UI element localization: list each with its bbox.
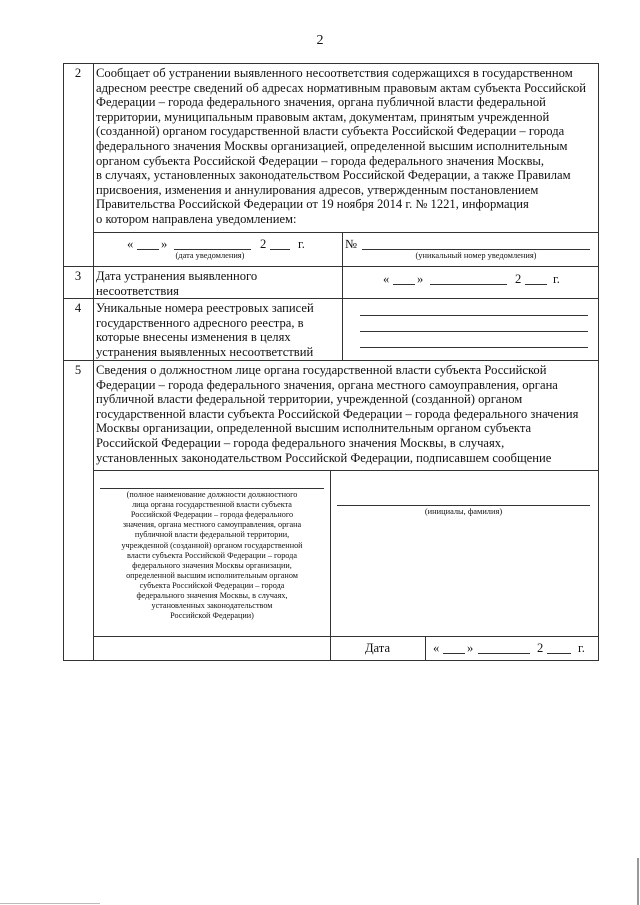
record-number-blank[interactable] (360, 347, 588, 348)
text-line: Сообщает об устранении выявленного несоответствия содержащихся в государственном (96, 66, 573, 80)
table-border-top (63, 63, 599, 64)
year-blank[interactable] (525, 284, 547, 285)
text-line: Сведения о должностном лице органа государственной власти субъекта Российской (96, 363, 547, 377)
text-line: (созданной) органом государственной власти субъекта Российской Федерации – города (96, 124, 565, 139)
year-prefix: 2 (515, 272, 522, 286)
position-blank[interactable] (100, 488, 324, 489)
caption-line: власти субъекта Российской Федерации – города (127, 550, 297, 560)
notification-number-caption: (уникальный номер уведомления) (415, 251, 537, 260)
name-blank[interactable] (337, 505, 590, 506)
text-line: Федерации – города федерального значения, органа местного самоуправления, органа (96, 377, 558, 392)
page-number: 2 (316, 33, 324, 48)
name-caption: (инициалы, фамилия) (424, 507, 503, 516)
text-line: о котором направлена уведомлением: (96, 212, 297, 226)
row-number: 5 (74, 363, 82, 377)
year-suffix: г. (298, 237, 305, 251)
text-line: которые внесены изменения в целях (96, 330, 291, 345)
month-blank[interactable] (478, 653, 530, 654)
text-line: территории, муниципальным правовым актам, документам, принятым учрежденной (96, 109, 550, 124)
text-line: Федерации – города федерального значения, органа публичной власти федеральной (96, 95, 546, 110)
text-line: Российской Федерации – города федерального значения Москвы, в случаях, (96, 436, 505, 450)
row-divider (63, 360, 599, 361)
caption-line: федерального значения Москвы, в случаях, (136, 591, 288, 600)
close-quote: » (161, 237, 168, 251)
day-blank[interactable] (393, 284, 415, 285)
row5-subrow-divider (93, 470, 599, 471)
caption-line: Российской Федерации – города федерального (130, 510, 294, 520)
year-suffix: г. (578, 641, 585, 655)
scan-artifact (0, 903, 100, 904)
date-label: Дата (364, 641, 391, 655)
signature-column-divider (330, 470, 331, 660)
text-line: адресном реестре сведений об адресах нормативным правовым актам субъекта Российской (96, 80, 587, 95)
day-blank[interactable] (137, 249, 159, 250)
row-number: 3 (74, 269, 82, 283)
caption-line: учрежденной (созданной) органом государственной (121, 540, 303, 550)
notification-number-blank[interactable] (362, 249, 590, 250)
text-line: государственного адресного реестра, в (96, 315, 304, 330)
text-line: Уникальные номера реестровых записей (96, 301, 314, 315)
text-line: органом субъекта Российской Федерации – города федерального значения Москвы, (96, 153, 545, 168)
text-line: государственной власти субъекта Российской Федерации – города федерального значения (96, 406, 579, 421)
caption-line: федерального значения Москвы организации, (132, 560, 292, 570)
close-quote: » (417, 272, 424, 286)
text-line: присвоения, изменения и аннулирования адресов, утвержденным постановлением (96, 182, 539, 197)
month-blank[interactable] (430, 284, 507, 285)
text-line: Правительства Российской Федерации от 19 ноября 2014 г. № 1221, информация (96, 197, 529, 212)
caption-line: значения, органа местного самоуправления, органа (122, 520, 302, 530)
year-suffix: г. (553, 272, 560, 286)
text-line: федерального значения Москвы организацией, определенной высшим исполнительным (96, 139, 568, 153)
day-blank[interactable] (443, 653, 465, 654)
year-prefix: 2 (537, 641, 544, 655)
text-line: Москвы организации, определенной высшим исполнительным органом субъекта (96, 421, 532, 436)
text-line: в случаях, установленных законодательством Российской Федерации, а также Правилам (96, 168, 571, 183)
number-sign: № (345, 237, 358, 251)
year-blank[interactable] (270, 249, 290, 250)
column-divider (342, 232, 343, 360)
scan-artifact (637, 858, 639, 905)
text-line: Дата устранения выявленного (96, 269, 258, 283)
open-quote: « (383, 272, 390, 286)
text-line: устранения выявленных несоответствий (96, 344, 314, 359)
table-border-left (63, 63, 64, 660)
text-line: несоответствия (96, 283, 179, 298)
row-divider (63, 266, 599, 267)
row-number: 4 (74, 301, 82, 315)
month-blank[interactable] (174, 249, 251, 250)
open-quote: « (433, 641, 440, 655)
year-prefix: 2 (260, 237, 267, 251)
caption-line: лица органа государственной власти субъекта (132, 500, 292, 510)
record-number-blank[interactable] (360, 331, 588, 332)
row2-subrow-divider (93, 232, 599, 233)
caption-line: Российской Федерации) (170, 611, 254, 621)
text-line: установленных законодательством Российской Федерации, подписавшем сообщение (96, 450, 552, 465)
caption-line: определенной высшим исполнительным органом (126, 570, 298, 580)
caption-line: установленных законодательством (151, 601, 273, 611)
close-quote: » (467, 641, 474, 655)
caption-line: публичной власти федеральной территории, (134, 530, 290, 540)
text-line: публичной власти федеральной территории, учрежденной (созданной) органом (96, 392, 523, 407)
table-border-bottom (63, 660, 599, 661)
row5-date-divider (93, 636, 599, 637)
record-number-blank[interactable] (360, 315, 588, 316)
row-number: 2 (74, 66, 82, 80)
notification-date-caption: (дата уведомления) (175, 251, 245, 260)
table-border-right (598, 63, 599, 660)
number-column-divider (93, 63, 94, 660)
caption-line: субъекта Российской Федерации – города (139, 580, 285, 590)
caption-line: (полное наименование должности должностного (126, 490, 298, 499)
open-quote: « (127, 237, 134, 251)
year-blank[interactable] (547, 653, 571, 654)
date-column-divider (425, 636, 426, 660)
